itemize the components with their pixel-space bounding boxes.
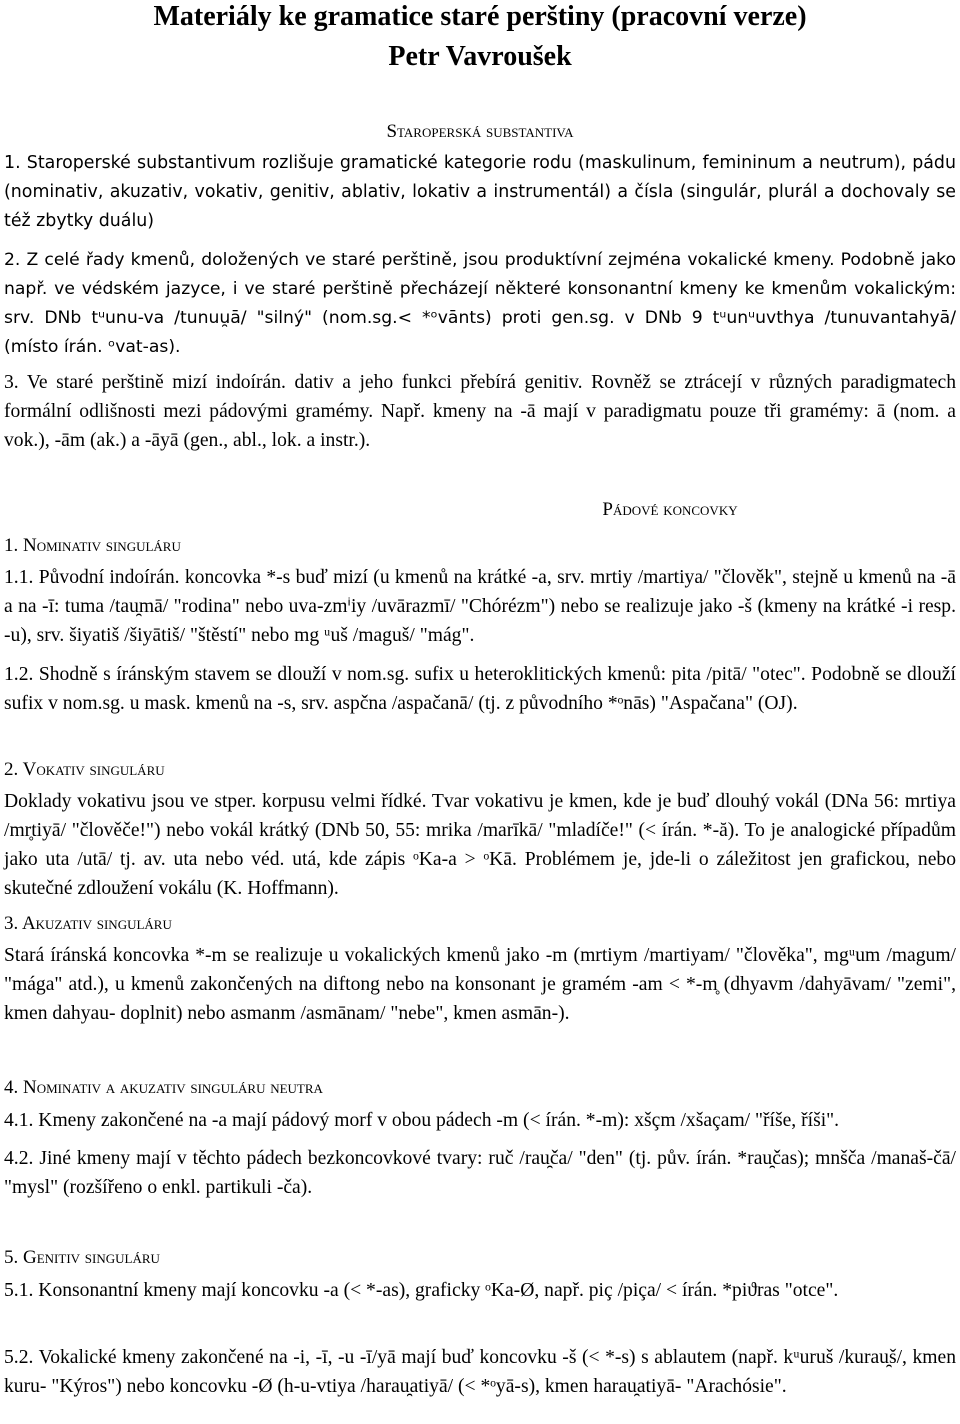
heading-neutrum: 4. Nominativ a akuzativ singuláru neutra	[4, 1077, 323, 1098]
paragraph-1: 1. Staroperské substantivum rozlišuje gramatické kategorie rodu (maskulinum, femininum a neutrum), pádu (nominativ, akuzativ, vokativ, genitiv, ablativ, lokativ a instrumentál) a čísla (singulár, plurál a dochovaly se též zbytky duálu)	[4, 153, 956, 231]
document-title: Materiály ke gramatice staré perštiny (pracovní verze)	[153, 1, 807, 32]
paragraph-2-1: Doklady vokativu jsou ve stper. korpusu velmi řídké. Tvar vokativu je kmen, kde je buď dlouhý vokál (DNa 56: mrtiya /mr̥tiyā/ "člověče!") nebo vokál krátký (DNb 50, 55: mrika /marīkā/ "mladíče!" (< írán. *-ă). To je analogické případům jako uta /utā/ tj. av. uta nebo véd. utá, kde zápis ᵒKa-a > ᵒKā. Problémem je, jde-li o záležitost jen grafickou, nebo skutečné zdloužení vokálu (K. Hoffmann).	[4, 791, 956, 899]
heading-vokativ: 2. Vokativ singuláru	[4, 759, 165, 780]
paragraph-4-2: 4.2. Jiné kmeny mají v těchto pádech bezkoncovkové tvary: ruč /rau̯ča/ "den" (tj. pův. írán. *rau̯čas); mnšča /manaš-čā/ "mysl" (rozšířeno o enkl. partikuli -ča).	[4, 1148, 956, 1198]
section-heading: Staroperská substantiva	[386, 121, 574, 142]
paragraph-1-2: 1.2. Shodně s íránským stavem se dlouží v nom.sg. sufix u heteroklitických kmenů: pita /pitā/ "otec". Podobně se dlouží sufix v nom.sg. u mask. kmenů na -s, srv. aspčna /aspačanā/ (tj. z původního *ᵒnās) "Aspačana" (OJ).	[4, 664, 956, 714]
paragraph-3: 3. Ve staré perštině mizí indoírán. dativ a jeho funkci přebírá genitiv. Rovněž se ztrácejí v různých paradigmatech formální odlišnosti mezi pádovými gramémy. Např. kmeny na -ā mají v paradigmatu pouze tři gramémy: ā (nom. a vok.), -ām (ak.) a -āyā (gen., abl., lok. a instr.).	[4, 372, 956, 451]
heading-nominativ: 1. Nominativ singuláru	[4, 535, 181, 556]
section-heading-2: Pádové koncovky	[602, 499, 738, 520]
document-author: Petr Vavroušek	[388, 41, 572, 72]
paragraph-1-1: 1.1. Původní indoírán. koncovka *-s buď mizí (u kmenů na krátké -a, srv. mrtiy /martiya/ "člověk", stejně u kmenů na -ā a na -ī: tuma /tau̯mā/ "rodina" nebo uva-zmⁱiy /uvārazmī/ "Chórézm") nebo se realizuje jako -š (kmeny na krátké -i resp. -u), srv. šiyatiš /šiyātiš/ "štěstí" nebo mg ᵘuš /maguš/ "mág".	[4, 567, 956, 646]
paragraph-5-1: 5.1. Konsonantní kmeny mají koncovku -a (< *-as), graficky ᵒKa-Ø, např. piç /piça/ < írán. *piϑras "otce".	[4, 1280, 839, 1301]
paragraph-5-2: 5.2. Vokalické kmeny zakončené na -i, -ī, -u -ī/yā mají buď koncovku -š (< *-s) s ablautem (např. kᵘuruš /kurau̯š/, kmen kuru- "Kýros") nebo koncovku -Ø (h-u-vtiya /harau̯atiyā/ (< *ᵒyā-s), kmen harau̯atiyā- "Arachósie".	[4, 1347, 956, 1397]
heading-genitiv: 5. Genitiv singuláru	[4, 1247, 160, 1268]
paragraph-2: 2. Z celé řady kmenů, doložených ve staré perštině, jsou produktívní zejména vokalické kmeny. Podobně jako např. ve védském jazyce, i ve staré perštině přecházejí některé konsonantní kmeny ke kmenům vokalickým: srv. DNb tᵘunu-va /tunuu̯ā/ "silný" (nom.sg.< *ᵒvānts) proti gen.sg. v DNb 9 tᵘunᵘuvthya /tunuvantahyā/ (místo írán. ᵒvat-as).	[4, 250, 956, 357]
heading-akuzativ: 3. Akuzativ singuláru	[4, 913, 172, 934]
paragraph-3-1: Stará íránská koncovka *-m se realizuje u vokalických kmenů jako -m (mrtiym /martiyam/ "člověka", mgᵘum /magum/ "mága" atd.), u kmenů zakončených na diftong nebo na konsonant je gramém -am < *-m̥ (dhyavm /dahyāvam/ "zemi", kmen dahyau- doplnit) nebo asmanm /asmānam/ "nebe", kmen asmān-).	[4, 945, 956, 1024]
paragraph-4-1: 4.1. Kmeny zakončené na -a mají pádový morf v obou pádech -m (< írán. *-m): xšçm /xšaçam/ "říše, říši".	[4, 1110, 840, 1131]
